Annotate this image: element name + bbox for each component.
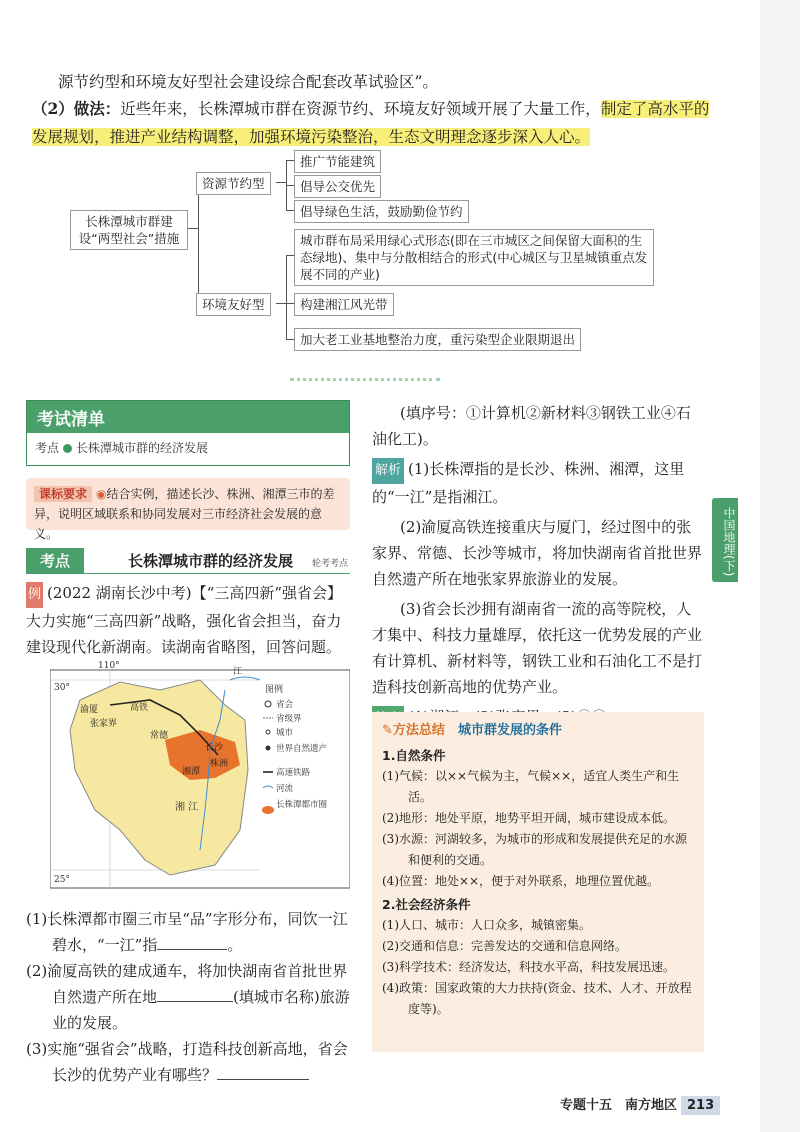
key-point-header <box>26 548 350 574</box>
natural-heading: 1.自然条件 <box>382 748 446 763</box>
answer-blank <box>157 936 227 950</box>
natural-item: (3)水源：河湖较多，为城市的形成和发展提供充足的水源和便利的交通。 <box>382 832 688 867</box>
measure-text: 加大老工业基地整治力度，重污染型企业限期退出 <box>300 332 576 347</box>
city-label: 湘潭 <box>182 767 201 777</box>
legend-item: 世界自然遗产 <box>276 744 328 754</box>
example-tag: 例 <box>26 582 43 608</box>
key-point-title: 长株潭城市群的经济发展 <box>128 552 294 570</box>
natural-item: (4)位置：地处××，便于对外联系，地理位置优越。 <box>382 874 660 888</box>
connector <box>198 180 199 302</box>
connector <box>286 255 287 339</box>
legend-title: 图例 <box>265 685 284 695</box>
exam-sub-text: 长株潭城市群的经济发展 <box>76 441 209 455</box>
metro-area-icon <box>262 806 274 814</box>
question-text: (2)渝厦高铁的建成通车，将加快湖南省首批世界自然遗产所在地 <box>26 962 348 1006</box>
analysis-text: (1)长株潭指的是长沙、株洲、湘潭，这里的“一江”是指湘江。 <box>372 460 685 506</box>
city-label: 长沙 <box>205 743 224 753</box>
heritage-icon <box>266 746 271 751</box>
section-divider <box>290 378 440 381</box>
capital-icon <box>265 701 271 707</box>
xiangjiang-label: 湘 江 <box>175 802 199 813</box>
analysis-tag: 解析 <box>372 458 404 484</box>
exam-sub-label: 考点 <box>35 441 60 455</box>
branch-label: 资源节约型 <box>202 176 265 191</box>
page-number: 213 <box>681 1096 720 1115</box>
legend-item: 高速铁路 <box>276 768 311 778</box>
question-3 <box>26 1036 352 1088</box>
answer-blank <box>157 988 233 1002</box>
bullet-icon <box>63 444 72 453</box>
example-intro <box>26 580 352 660</box>
legend-item: 省会 <box>276 700 294 710</box>
connector <box>276 182 286 183</box>
analysis-2: (2)渝厦高铁连接重庆与厦门，经过图中的张家界、常德、长沙等城市，将加快湖南省首批世界自然遗产所在地张家界旅游业的发展。 <box>372 518 703 588</box>
socioeconomic-item: (3)科学技术：经济发达，科技水平高，科技发展迅速。 <box>382 960 676 974</box>
curriculum-requirement <box>26 478 350 541</box>
branch-resource-saving <box>196 172 271 195</box>
branch-environment-friendly <box>196 293 271 316</box>
question-text: (填城市名称)旅游业的发展。 <box>52 988 350 1032</box>
key-point-tag: 考点 <box>26 548 84 573</box>
hunan-map <box>50 660 350 890</box>
connector <box>286 160 294 161</box>
analysis-1 <box>372 456 704 510</box>
practice-label: （2）做法： <box>32 99 121 118</box>
city-label: 常德 <box>150 731 169 741</box>
measure-item <box>294 150 381 173</box>
question-text: 。 <box>227 936 243 954</box>
measure-text: 倡导绿色生活，鼓励勤俭节约 <box>300 204 463 219</box>
key-point-note: 轮考考点 <box>311 559 348 569</box>
question-2 <box>26 958 352 1036</box>
measure-item <box>294 328 581 351</box>
city-label: 张家界 <box>90 719 118 729</box>
answer-blank <box>217 1066 309 1080</box>
connector <box>286 303 294 304</box>
lon-label: 110° <box>98 661 120 671</box>
legend-item: 省级界 <box>276 714 302 724</box>
city-icon <box>266 730 270 734</box>
legend-item: 长株潭都市圈 <box>276 800 328 810</box>
natural-item: (2)地形：地处平原，地势平坦开阔，城市建设成本低。 <box>382 811 676 825</box>
city-label: 渝厦 <box>80 705 99 715</box>
socioeconomic-item: (1)人口、城市：人口众多，城镇密集。 <box>382 918 591 932</box>
legend-item: 河流 <box>276 784 294 794</box>
question-text: (1)长株潭都市圈三市呈“品”字形分布，同饮一江碧水，“一江”指 <box>26 910 348 954</box>
socioeconomic-item: (2)交通和信息：完善发达的交通和信息网络。 <box>382 939 627 953</box>
connector <box>286 339 294 340</box>
lat-label-top: 30° <box>54 683 70 693</box>
requirement-text: 结合实例，描述长沙、株洲、湘潭三市的差异，说明区域联系和协同发展对三市经济社会发展的意义。 <box>34 487 335 541</box>
method-summary <box>372 712 704 1052</box>
question-text: (3)实施“强省会”战略，打造科技创新高地，省会长沙的优势产业有哪些？ <box>26 1040 348 1084</box>
exam-title: 考试清单 <box>27 401 349 433</box>
options-text: (填序号：①计算机②新材料③钢铁工业④石油化工)。 <box>372 404 691 448</box>
measure-text: 城市群布局采用绿心式形态(即在三市城区之间保留大面积的生态绿地)、集中与分散相结合的形式(中心城区与卫星城镇重点发展不同的产业) <box>300 233 648 282</box>
chapter-side-tab[interactable]: 中国地理(下) <box>712 498 738 582</box>
bullet-icon: ◉ <box>96 487 107 501</box>
question-1 <box>26 906 352 958</box>
branch-label: 环境友好型 <box>202 297 265 312</box>
measure-item <box>294 229 654 286</box>
legend-item: 城市 <box>276 728 294 738</box>
exam-checklist-box <box>26 400 350 466</box>
diagram-root <box>70 210 188 250</box>
measure-text: 倡导公交优先 <box>300 179 376 194</box>
exam-subtitle <box>27 433 349 462</box>
diagram-root-label: 长株潭城市群建设“两型社会”措施 <box>78 214 180 246</box>
measure-item <box>294 293 394 316</box>
river-label: 江 <box>233 667 243 677</box>
measure-text: 构建湘江风光带 <box>300 297 388 312</box>
measure-item <box>294 200 469 223</box>
lat-label-bottom: 25° <box>54 875 70 885</box>
measure-item <box>294 175 381 198</box>
city-label: 株洲 <box>210 759 229 769</box>
pen-icon: ✎ <box>382 723 393 738</box>
footer-section: 专题十五 南方地区 <box>560 1098 678 1113</box>
connector <box>286 185 294 186</box>
socioeconomic-heading: 2.社会经济条件 <box>382 897 471 912</box>
measure-text: 推广节能建筑 <box>300 154 376 169</box>
practice-paragraph <box>32 95 722 151</box>
natural-item: (1)气候：以××气候为主，气候××，适宜人类生产和生活。 <box>382 769 680 804</box>
analysis-column <box>372 400 704 736</box>
method-label: 方法总结 <box>392 723 445 738</box>
requirement-tag: 课标要求 <box>34 486 92 502</box>
method-header <box>382 720 694 741</box>
example-intro-text: (2022 湖南长沙中考)【“三高四新”强省会】大力实施“三高四新”战略，强化省会担当，奋力建设现代化新湖南。读湖南省略图，回答问题。 <box>26 584 343 656</box>
connector <box>276 303 286 304</box>
method-title: 城市群发展的条件 <box>457 723 562 738</box>
questions <box>26 906 352 1088</box>
socioeconomic-item: (4)政策：国家政策的大力扶持(资金、技术、人才、开放程度等)。 <box>382 981 692 1016</box>
analysis-3: (3)省会长沙拥有湖南省一流的高等院校，人才集中、科技力量雄厚，依托这一优势发展的产业有计算机、新材料等，钢铁工业和石油化工不是打造科技创新高地的优势产业。 <box>372 600 703 696</box>
connector <box>286 210 294 211</box>
city-label: 高铁 <box>130 703 149 713</box>
connector <box>188 228 198 229</box>
practice-text: 近些年来，长株潭城市群在资源节约、环境友好领域开展了大量工作， <box>120 100 601 118</box>
page-footer <box>560 1094 720 1113</box>
continued-line: 源节约型和环境友好型社会建设综合配套改革试验区”。 <box>58 73 438 91</box>
highlighted-text: 制定了高水平的发展规划，推进产业结构调整，加强环境污染整治，生态文明理念逐步深入人心。 <box>32 100 710 146</box>
connector <box>286 255 294 256</box>
